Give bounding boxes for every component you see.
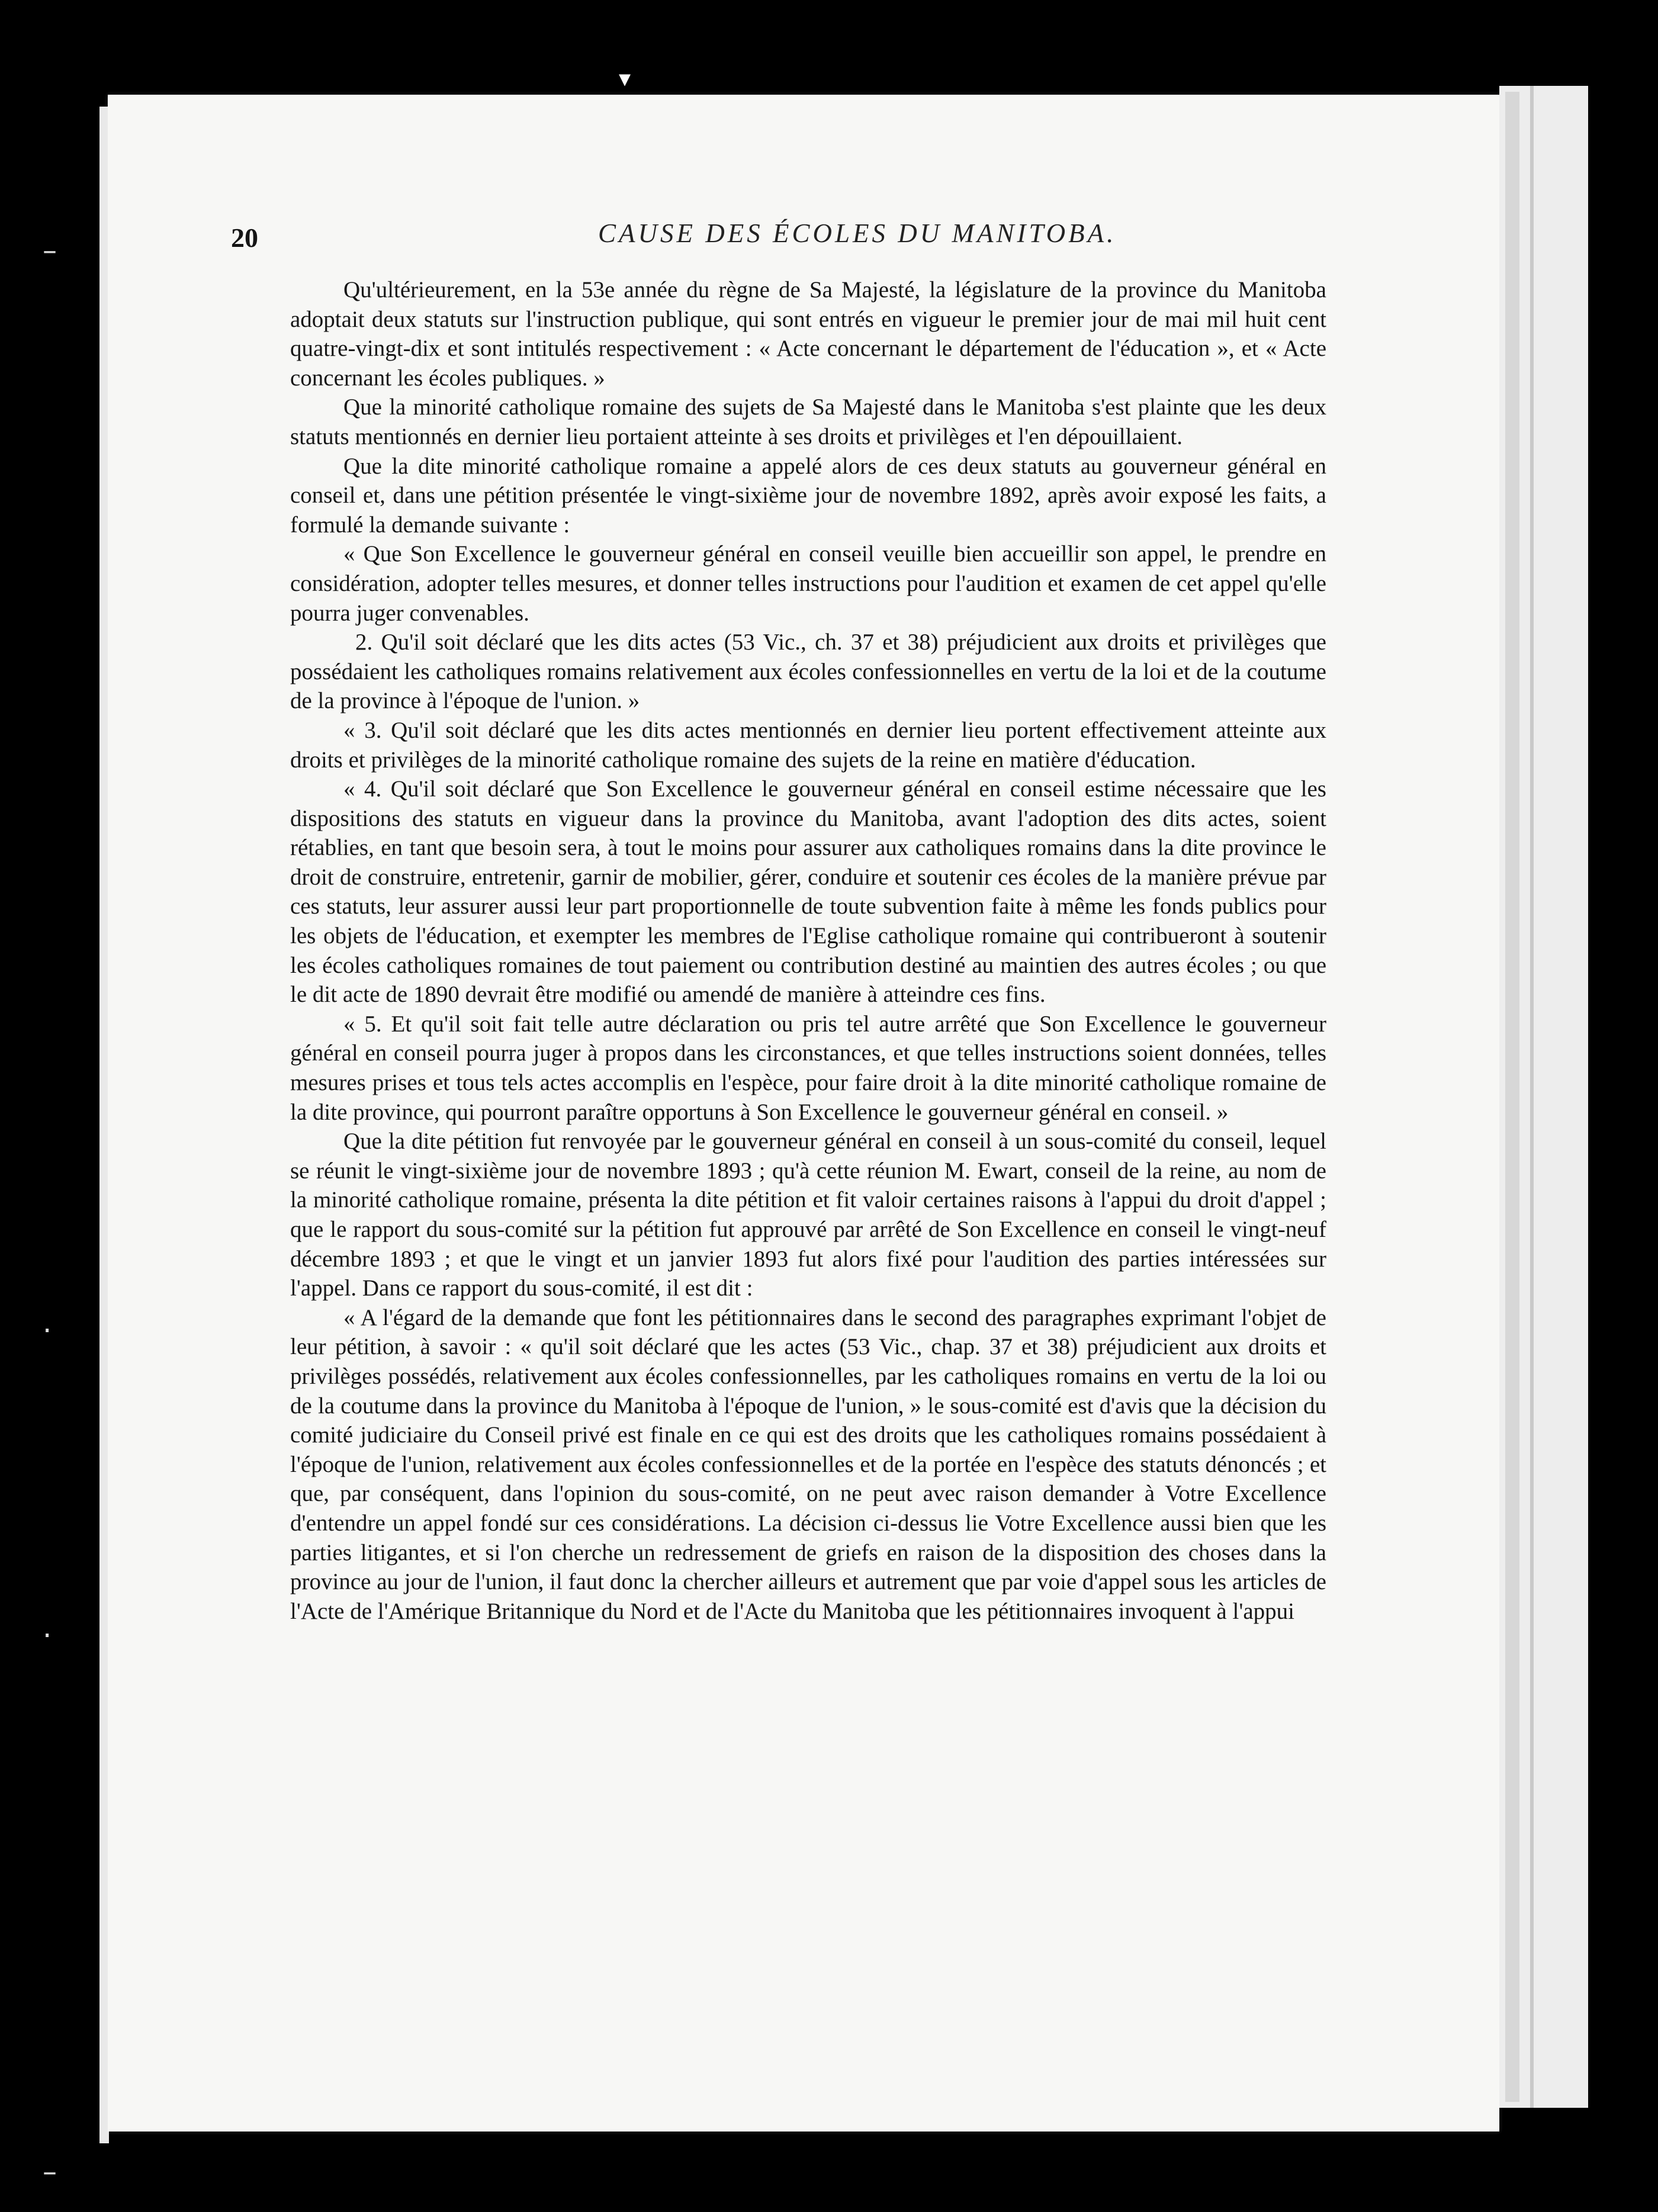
paragraph: « Que Son Excellence le gouverneur général en conseil veuille bien accueillir son appel, le prendre en considération, adopter telles mesures, et donner telles instructions pour l'audition et examen de cet appel qu'elle pourra juger convenables. xyxy=(290,541,1326,626)
document-page xyxy=(108,95,1499,2131)
scan-speck-mark: ▾ xyxy=(619,65,631,92)
paragraph: 2. Qu'il soit déclaré que les dits actes (53 Vic., ch. 37 et 38) préjudicient aux droits et privilèges que possédaient les catholiques romains relativement aux écoles confessionnelles en vertu de la loi et de la coutume de la province à l'époque de l'union. » xyxy=(290,629,1326,714)
paragraph: Que la dite minorité catholique romaine a appelé alors de ces deux statuts au gouverneur général en conseil et, dans une pétition présentée le vingt-sixième jour de novembre 1892, après avoir exposé les faits, a formulé la demande suivante : xyxy=(290,453,1326,538)
paragraph: « 5. Et qu'il soit fait telle autre déclaration ou pris tel autre arrêté que Son Excellence le gouverneur général en conseil pourra juger à propos dans les circonstances, et que telles instructions soient données, telles mesures prises et tous tels actes accomplis en l'espèce, pour faire droit à la dite minorité catholique romaine de la dite province, qui pourront paraître opportuns à Son Excellence le gouverneur général en conseil. » xyxy=(290,1011,1326,1125)
running-title: CAUSE DES ÉCOLES DU MANITOBA. xyxy=(598,218,1117,248)
scan-tick-mark: · xyxy=(43,1314,52,1348)
scan-tick-mark: · xyxy=(43,1619,52,1652)
right-edge-line xyxy=(1530,86,1534,2108)
right-edge-strip xyxy=(1505,92,1519,2102)
scan-tick-mark: – xyxy=(43,2155,57,2188)
page-header xyxy=(231,142,1386,253)
scan-tick-mark: – xyxy=(43,234,57,267)
page-number: 20 xyxy=(231,223,258,253)
paragraph: Que la minorité catholique romaine des sujets de Sa Majesté dans le Manitoba s'est plainte que les deux statuts mentionnés en dernier lieu portaient atteinte à ses droits et privilèges et l'en dépouillaient. xyxy=(290,394,1326,449)
body-text xyxy=(290,275,1326,1626)
paragraph: « 4. Qu'il soit déclaré que Son Excellence le gouverneur général en conseil estime nécessaire que les dispositions des statuts en vigueur dans la province du Manitoba, avant l'adoption des dits actes, soient rétablies, en tant que besoin sera, à tout le moins pour assurer aux catholiques romains dans la dite province le droit de construire, entretenir, garnir de mobilier, gérer, conduire et soutenir ces écoles de la manière prévue par ces statuts, leur assurer aussi leur part proportionnelle de toute subvention faite à même les fonds publics pour les objets de l'éducation, et exempter les membres de l'Eglise catholique romaine qui contribueront à soutenir les écoles catholiques romaines de tout paiement ou contribution destiné au maintien des autres écoles ; ou que le dit acte de 1890 devrait être modifié ou amendé de manière à atteindre ces fins. xyxy=(290,776,1326,1008)
right-page-edge xyxy=(1499,86,1588,2108)
paragraph: Qu'ultérieurement, en la 53e année du règne de Sa Majesté, la législature de la province du Manitoba adoptait deux statuts sur l'instruction publique, qui sont entrés en vigueur le premier jour de mai mil huit cent quatre-vingt-dix et sont intitulés respectivement : « Acte concernant le département de l'éducation », et « Acte concernant les écoles publiques. » xyxy=(290,277,1326,391)
paragraph: « 3. Qu'il soit déclaré que les dits actes mentionnés en dernier lieu portent effectivement atteinte aux droits et privilèges de la minorité catholique romaine des sujets de la reine en matière d'éducation. xyxy=(290,717,1326,773)
paragraph: « A l'égard de la demande que font les pétitionnaires dans le second des paragraphes exprimant l'objet de leur pétition, à savoir : « qu'il soit déclaré que les actes (53 Vic., chap. 37 et 38) préjudicient aux droits et privilèges possédés, relativement aux écoles confessionnelles, par les catholiques romains en vertu de la loi ou de la coutume dans la province du Manitoba à l'époque de l'union, » le sous-comité est d'avis que la décision du comité judiciaire du Conseil privé est finale en ce qui est des droits que les catholiques romains possédaient à l'époque de l'union, relativement aux écoles confessionnelles et de la portée en l'espèce des statuts dénoncés ; et que, par conséquent, dans l'opinion du sous-comité, on ne peut avec raison demander à Votre Excellence d'entendre un appel fondé sur ces considérations. La décision ci-dessus lie Votre Excellence aussi bien que les parties litigantes, et si l'on cherche un redressement de griefs en raison de la disposition des choses dans la province au jour de l'union, il faut donc la chercher ailleurs et autrement que par voie d'appel sous les articles de l'Acte de l'Amérique Britannique du Nord et de l'Acte du Manitoba que les pétitionnaires invoquent à l'appui xyxy=(290,1304,1326,1624)
paragraph: Que la dite pétition fut renvoyée par le gouverneur général en conseil à un sous-comité du conseil, lequel se réunit le vingt-sixième jour de novembre 1893 ; qu'à cette réunion M. Ewart, conseil de la reine, au nom de la minorité catholique romaine, présenta la dite pétition et fit valoir certaines raisons à l'appui du droit d'appel ; que le rapport du sous-comité sur la pétition fut approuvé par arrêté de Son Excellence en conseil le vingt-neuf décembre 1893 ; et que le vingt et un janvier 1893 fut alors fixé pour l'audition des parties intéressées sur l'appel. Dans ce rapport du sous-comité, il est dit : xyxy=(290,1128,1326,1301)
